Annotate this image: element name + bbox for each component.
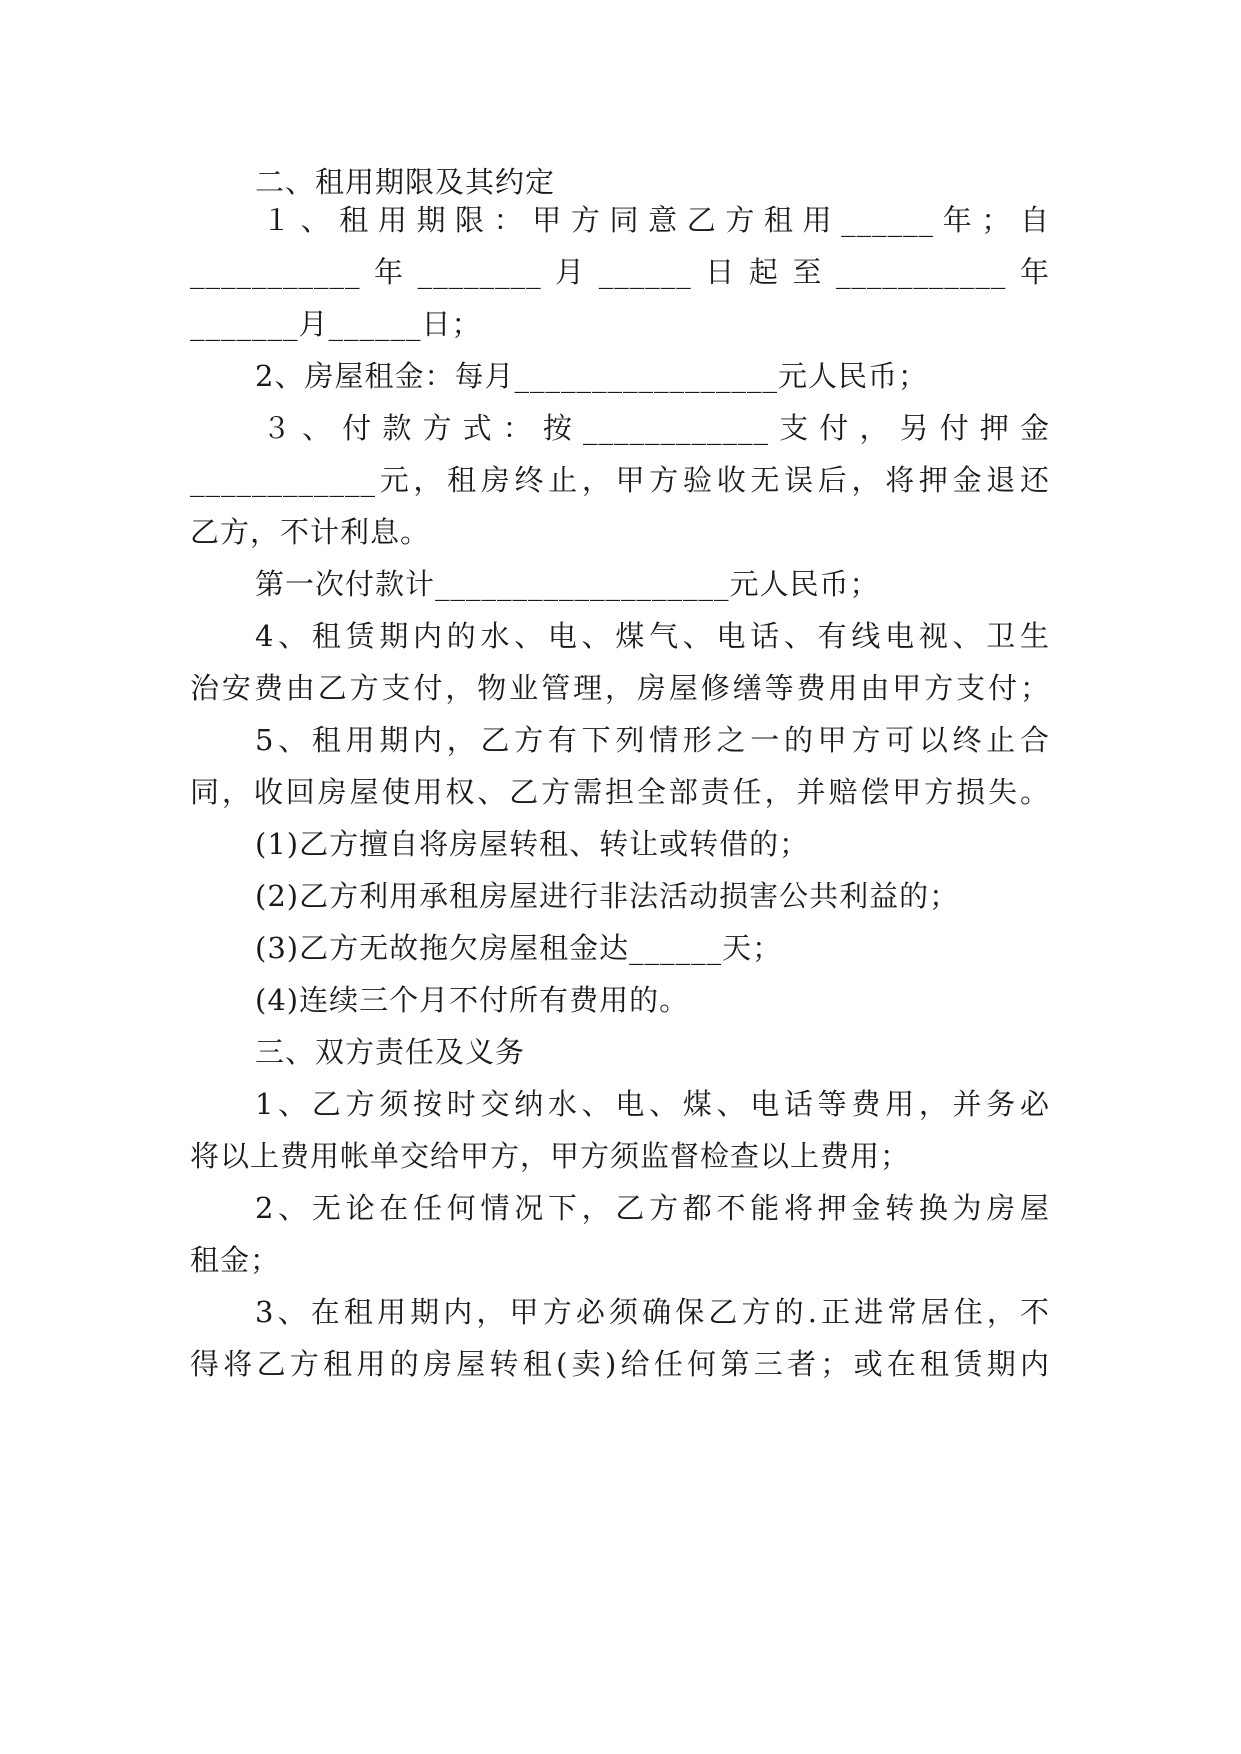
section-heading-3: 三、双方责任及义务 — [255, 1035, 526, 1069]
clause-payment-line-3: 乙方，不计利息。 — [190, 515, 431, 549]
clause-term-line-2: ___________年________月______日起至___________年 — [190, 255, 1050, 289]
clause-fees-line-1: 4、租赁期内的水、电、煤气、电话、有线电视、卫生 — [255, 619, 1050, 653]
clause-term-line-3: _______月______日； — [190, 307, 482, 341]
clause-term-line-1: １、租用期限：甲方同意乙方租用______年；自 — [262, 203, 1050, 237]
clause-fees-line-2: 治安费由乙方支付，物业管理，房屋修缮等费用由甲方支付； — [190, 671, 1050, 705]
duty-2-line-1: 2、无论在任何情况下，乙方都不能将押金转换为房屋 — [255, 1191, 1050, 1225]
clause-rent: 2、房屋租金：每月_________________元人民币； — [255, 359, 928, 393]
clause-payment-line-2: ____________元，租房终止，甲方验收无误后，将押金退还 — [190, 463, 1050, 497]
clause-termination-line-2: 同，收回房屋使用权、乙方需担全部责任，并赔偿甲方损失。 — [190, 775, 1050, 809]
termination-item-1: (1)乙方擅自将房屋转租、转让或转借的； — [255, 827, 810, 861]
duty-1-line-1: 1、乙方须按时交纳水、电、煤、电话等费用，并务必 — [255, 1087, 1050, 1121]
section-heading-2: 二、租用期限及其约定 — [255, 165, 556, 199]
duty-2-line-2: 租金； — [190, 1243, 281, 1277]
duty-1-line-2: 将以上费用帐单交给甲方，甲方须监督检查以上费用； — [190, 1139, 911, 1173]
termination-item-4: (4)连续三个月不付所有费用的。 — [255, 983, 690, 1017]
duty-3-line-2: 得将乙方租用的房屋转租(卖)给任何第三者；或在租赁期内 — [190, 1347, 1050, 1381]
clause-termination-line-1: 5、租用期内，乙方有下列情形之一的甲方可以终止合 — [255, 723, 1050, 757]
first-payment: 第一次付款计___________________元人民币； — [255, 567, 880, 601]
duty-3-line-1: 3、在租用期内，甲方必须确保乙方的.正进常居住，不 — [255, 1295, 1050, 1329]
termination-item-2: (2)乙方利用承租房屋进行非法活动损害公共利益的； — [255, 879, 960, 913]
clause-payment-line-1: ３、付款方式：按____________支付，另付押金 — [262, 411, 1050, 445]
termination-item-3: (3)乙方无故拖欠房屋租金达______天； — [255, 931, 783, 965]
